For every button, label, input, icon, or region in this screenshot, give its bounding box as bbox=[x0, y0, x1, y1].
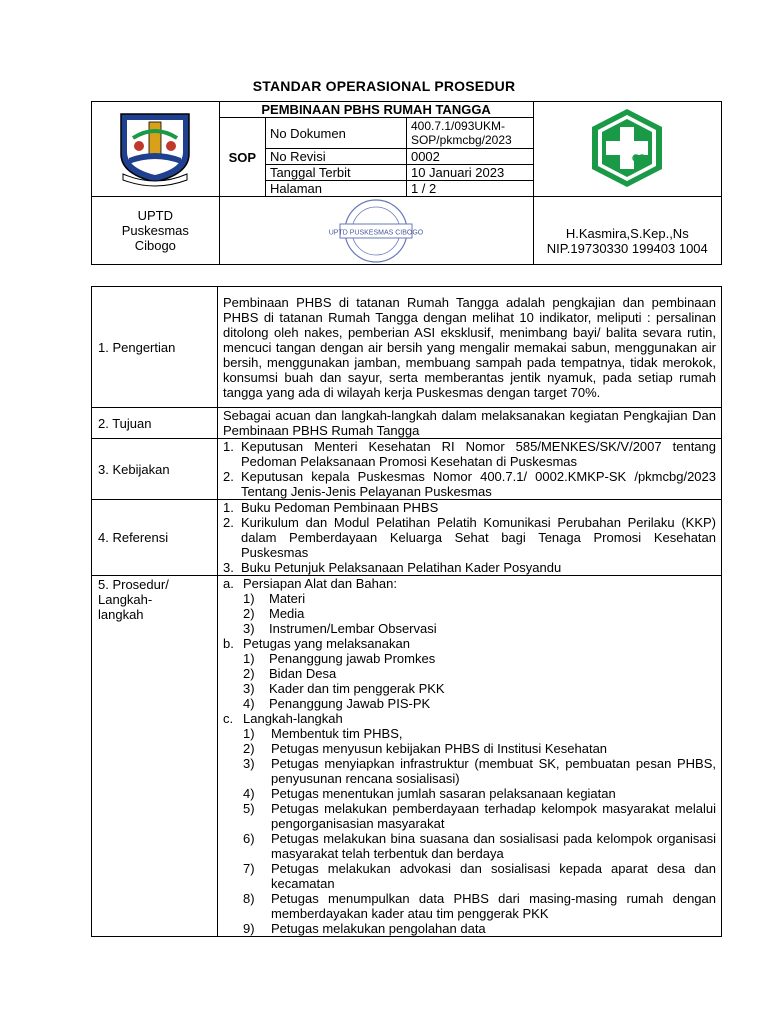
field-key: No Dokumen bbox=[265, 118, 406, 149]
signer-nip: NIP.19730330 199403 1004 bbox=[546, 241, 708, 256]
stamp-text: UPTD PUSKESMAS CIBOGO bbox=[328, 229, 424, 236]
list-item: 3) Instrumen/Lembar Observasi bbox=[243, 621, 437, 636]
section-kebijakan bbox=[218, 439, 722, 500]
field-key: Tanggal Terbit bbox=[265, 165, 406, 181]
signer-name: H.Kasmira,S.Kep.,Ns bbox=[565, 226, 689, 241]
list-item: 3. Buku Petunjuk Pelaksanaan Pelatihan Kader Posyandu bbox=[223, 560, 562, 575]
regency-emblem-cell bbox=[92, 102, 220, 197]
section-label bbox=[92, 576, 218, 937]
list-item: 1. Keputusan Menteri Kesehatan RI Nomor 585/MENKES/SK/V/2007 tentang Pedoman Pelaksanaan Promosi Kesehatan di Puskesmas bbox=[223, 439, 716, 469]
section-label: 1. Pengertian bbox=[92, 287, 218, 408]
group-heading: a. Persiapan Alat dan Bahan: bbox=[223, 576, 397, 591]
list-item: 1. Buku Pedoman Pembinaan PHBS bbox=[223, 500, 439, 515]
field-key: Halaman bbox=[265, 181, 406, 197]
list-item: 1) Penanggung jawab Promkes bbox=[243, 651, 436, 666]
list-item: 5) Petugas melakukan pemberdayaan terhadap kelompok masyarakat melalui pengorganisasian masyarakat bbox=[243, 801, 716, 831]
section-pengertian: Pembinaan PHBS di tatanan Rumah Tangga adalah pengkajian dan pembinaan PHBS di tatanan Rumah Tangga dengan melihat 10 indikator, meliputi : persalinan ditolong oleh nakes, pemberian ASI eksklusif, menimbang bayi/ balita sevara rutin, mencuci tangan dengan air bersih yang mengalir memakai sabun, menggunakan air bersih, menggunakan jamban, membuang sampah pada tempatnya, tidak merokok, konsumsi buah dan sayur, serta memberantas jentik nyamuk, pada setiap rumah tangga yang ada di wilayah kerja Puskesmas dengan target 70%. bbox=[218, 287, 722, 408]
sop-header-table bbox=[91, 101, 722, 265]
field-key: No Revisi bbox=[265, 149, 406, 165]
group-heading: b. Petugas yang melaksanakan bbox=[223, 636, 410, 651]
list-item: 7) Petugas melakukan advokasi dan sosialisasi kepada aparat desa dan kecamatan bbox=[243, 861, 716, 891]
list-item: 8) Petugas menumpulkan data PHBS dari masing-masing rumah dengan memberdayakan kader atau tim penggerak PKK bbox=[243, 891, 716, 921]
section-label: 3. Kebijakan bbox=[92, 439, 218, 500]
regency-emblem-icon bbox=[109, 108, 201, 188]
section-label: 4. Referensi bbox=[92, 500, 218, 576]
list-item: 2. Kurikulum dan Modul Pelatihan Pelatih Komunikasi Perubahan Perilaku (KKP) dalam Pemberdayaan Keluarga Sehat bagi Tenaga Promosi Kesehatan Puskesmas bbox=[223, 515, 716, 560]
puskesmas-logo-icon bbox=[588, 107, 666, 189]
list-item: 3) Petugas menyiapkan infrastruktur (membuat SK, pembuatan pesan PHBS, penyusunan rencana sosialisasi) bbox=[243, 756, 716, 786]
section-tujuan: Sebagai acuan dan langkah-langkah dalam melaksanakan kegiatan Pengkajian Dan Pembinaan PBHS Rumah Tangga bbox=[218, 408, 722, 439]
group-heading: c. Langkah-langkah bbox=[223, 711, 343, 726]
list-item: 2. Keputusan kepala Puskesmas Nomor 400.7.1/ 0002.KMKP-SK /pkmcbg/2023 Tentang Jenis-Jenis Pelayanan Puskesmas bbox=[223, 469, 716, 499]
list-item: 2) Bidan Desa bbox=[243, 666, 337, 681]
puskesmas-logo-cell bbox=[533, 102, 721, 197]
section-prosedur bbox=[218, 576, 722, 937]
stamp-cell bbox=[219, 197, 533, 265]
field-value: 0002 bbox=[406, 149, 533, 165]
field-value: 1 / 2 bbox=[406, 181, 533, 197]
list-item: 9) Petugas melakukan pengolahan data bbox=[243, 921, 486, 936]
organization-name bbox=[92, 197, 220, 265]
organization-text: UPTD Puskesmas Cibogo bbox=[121, 208, 189, 253]
signature-block bbox=[533, 197, 721, 265]
list-item: 6) Petugas melakukan bina suasana dan sosialisasi pada kelompok organisasi masyarakat telah terbentuk dan berdaya bbox=[243, 831, 716, 861]
sop-subject: PEMBINAAN PBHS RUMAH TANGGA bbox=[219, 102, 533, 118]
list-item: 4) Penanggung Jawab PIS-PK bbox=[243, 696, 431, 711]
field-value: 10 Januari 2023 bbox=[406, 165, 533, 181]
section-label: 2. Tujuan bbox=[92, 408, 218, 439]
page-title: STANDAR OPERASIONAL PROSEDUR bbox=[252, 78, 516, 94]
sop-label: SOP bbox=[219, 118, 265, 197]
list-item: 2) Media bbox=[243, 606, 305, 621]
official-stamp-icon bbox=[316, 198, 436, 264]
sop-body-table bbox=[91, 286, 722, 937]
section-referensi bbox=[218, 500, 722, 576]
list-item: 2) Petugas menyusun kebijakan PHBS di Institusi Kesehatan bbox=[243, 741, 608, 756]
list-item: 4) Petugas menentukan jumlah sasaran pelaksanaan kegiatan bbox=[243, 786, 616, 801]
list-item: 1) Materi bbox=[243, 591, 306, 606]
section-label-text: 5. Prosedur/ Langkah-langkah bbox=[98, 577, 169, 622]
list-item: 1) Membentuk tim PHBS, bbox=[243, 726, 403, 741]
field-value: 400.7.1/093UKM-SOP/pkmcbg/2023 bbox=[406, 118, 533, 149]
list-item: 3) Kader dan tim penggerak PKK bbox=[243, 681, 445, 696]
